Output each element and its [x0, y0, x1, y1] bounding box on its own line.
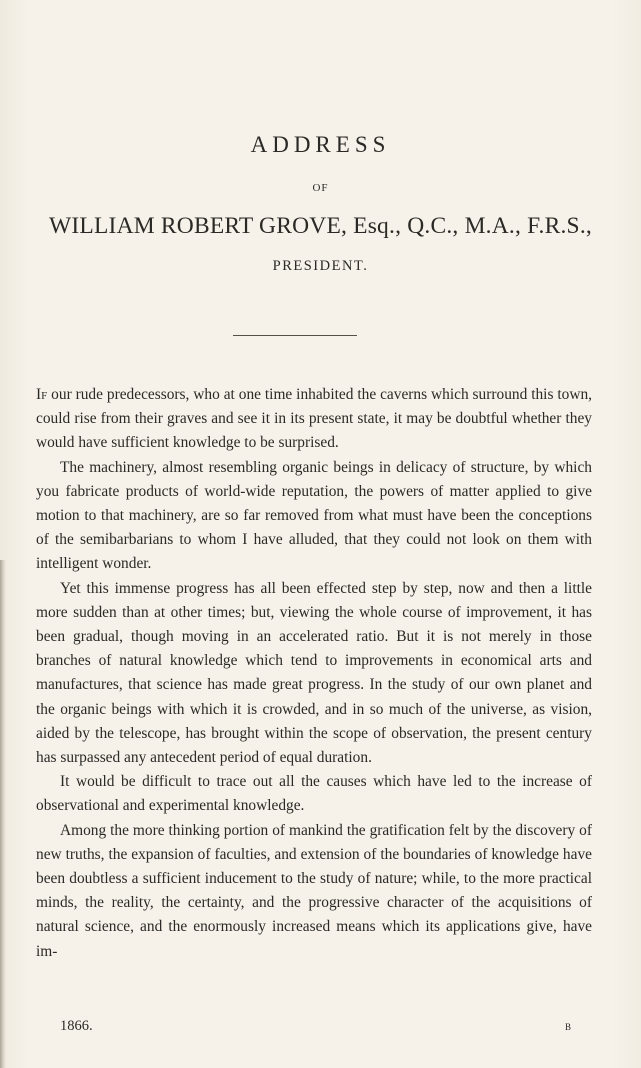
address-body	[36, 383, 592, 964]
paragraph-1-text: our rude predecessors, who at one time inhabited the caverns which surround this town, could rise from their graves and see it in its present state, it may be doubtful whether they would have sufficient knowledge to be surprised.	[36, 386, 592, 452]
title-connector: OF	[312, 182, 329, 194]
address-title: ADDRESS	[250, 132, 391, 157]
footer-year: 1866.	[60, 1018, 93, 1034]
paragraph-1	[36, 383, 592, 456]
section-divider	[233, 335, 357, 336]
drop-word: If	[36, 386, 48, 403]
paragraph-4: It would be difficult to trace out all the causes which have led to the increase of observational and experimental knowledge.	[36, 773, 592, 815]
signature-mark: B	[565, 1022, 572, 1032]
author-name: WILLIAM ROBERT GROVE, Esq., Q.C., M.A., F.R.S.,	[49, 213, 592, 239]
author-role: PRESIDENT.	[272, 258, 369, 274]
page-binding-edge	[0, 560, 6, 1068]
paragraph-3: Yet this immense progress has all been effected step by step, now and then a little more sudden than at other times; but, viewing the whole course of improvement, it has been gradual, though moving in an accelerated ratio. But it is not merely in those branches of natural knowledge which tend to improvements in economical arts and manufactures, that science has made great progress. In the study of our own planet and the organic beings with which it is crowded, and in so much of the universe, as vision, aided by the telescope, has brought within the scope of observation, the present century has surpassed any antecedent period of equal duration.	[36, 579, 592, 767]
paragraph-2: The machinery, almost resembling organic beings in delicacy of structure, by which you fabricate products of world-wide reputation, the powers of matter applied to give motion to that machinery, are so far removed from what must have been the conceptions of the semibarbarians to whom I have alluded, that they could not look on them with intelligent wonder.	[36, 458, 592, 573]
paragraph-5: Among the more thinking portion of mankind the gratification felt by the discovery of new truths, the expansion of faculties, and extension of the boundaries of knowledge have been doubtless a sufficient inducement to the study of nature; while, to the more practical minds, the reality, the certainty, and the progressive character of the acquisitions of natural science, and the enormously increased means which its applications give, have im-	[36, 821, 592, 960]
